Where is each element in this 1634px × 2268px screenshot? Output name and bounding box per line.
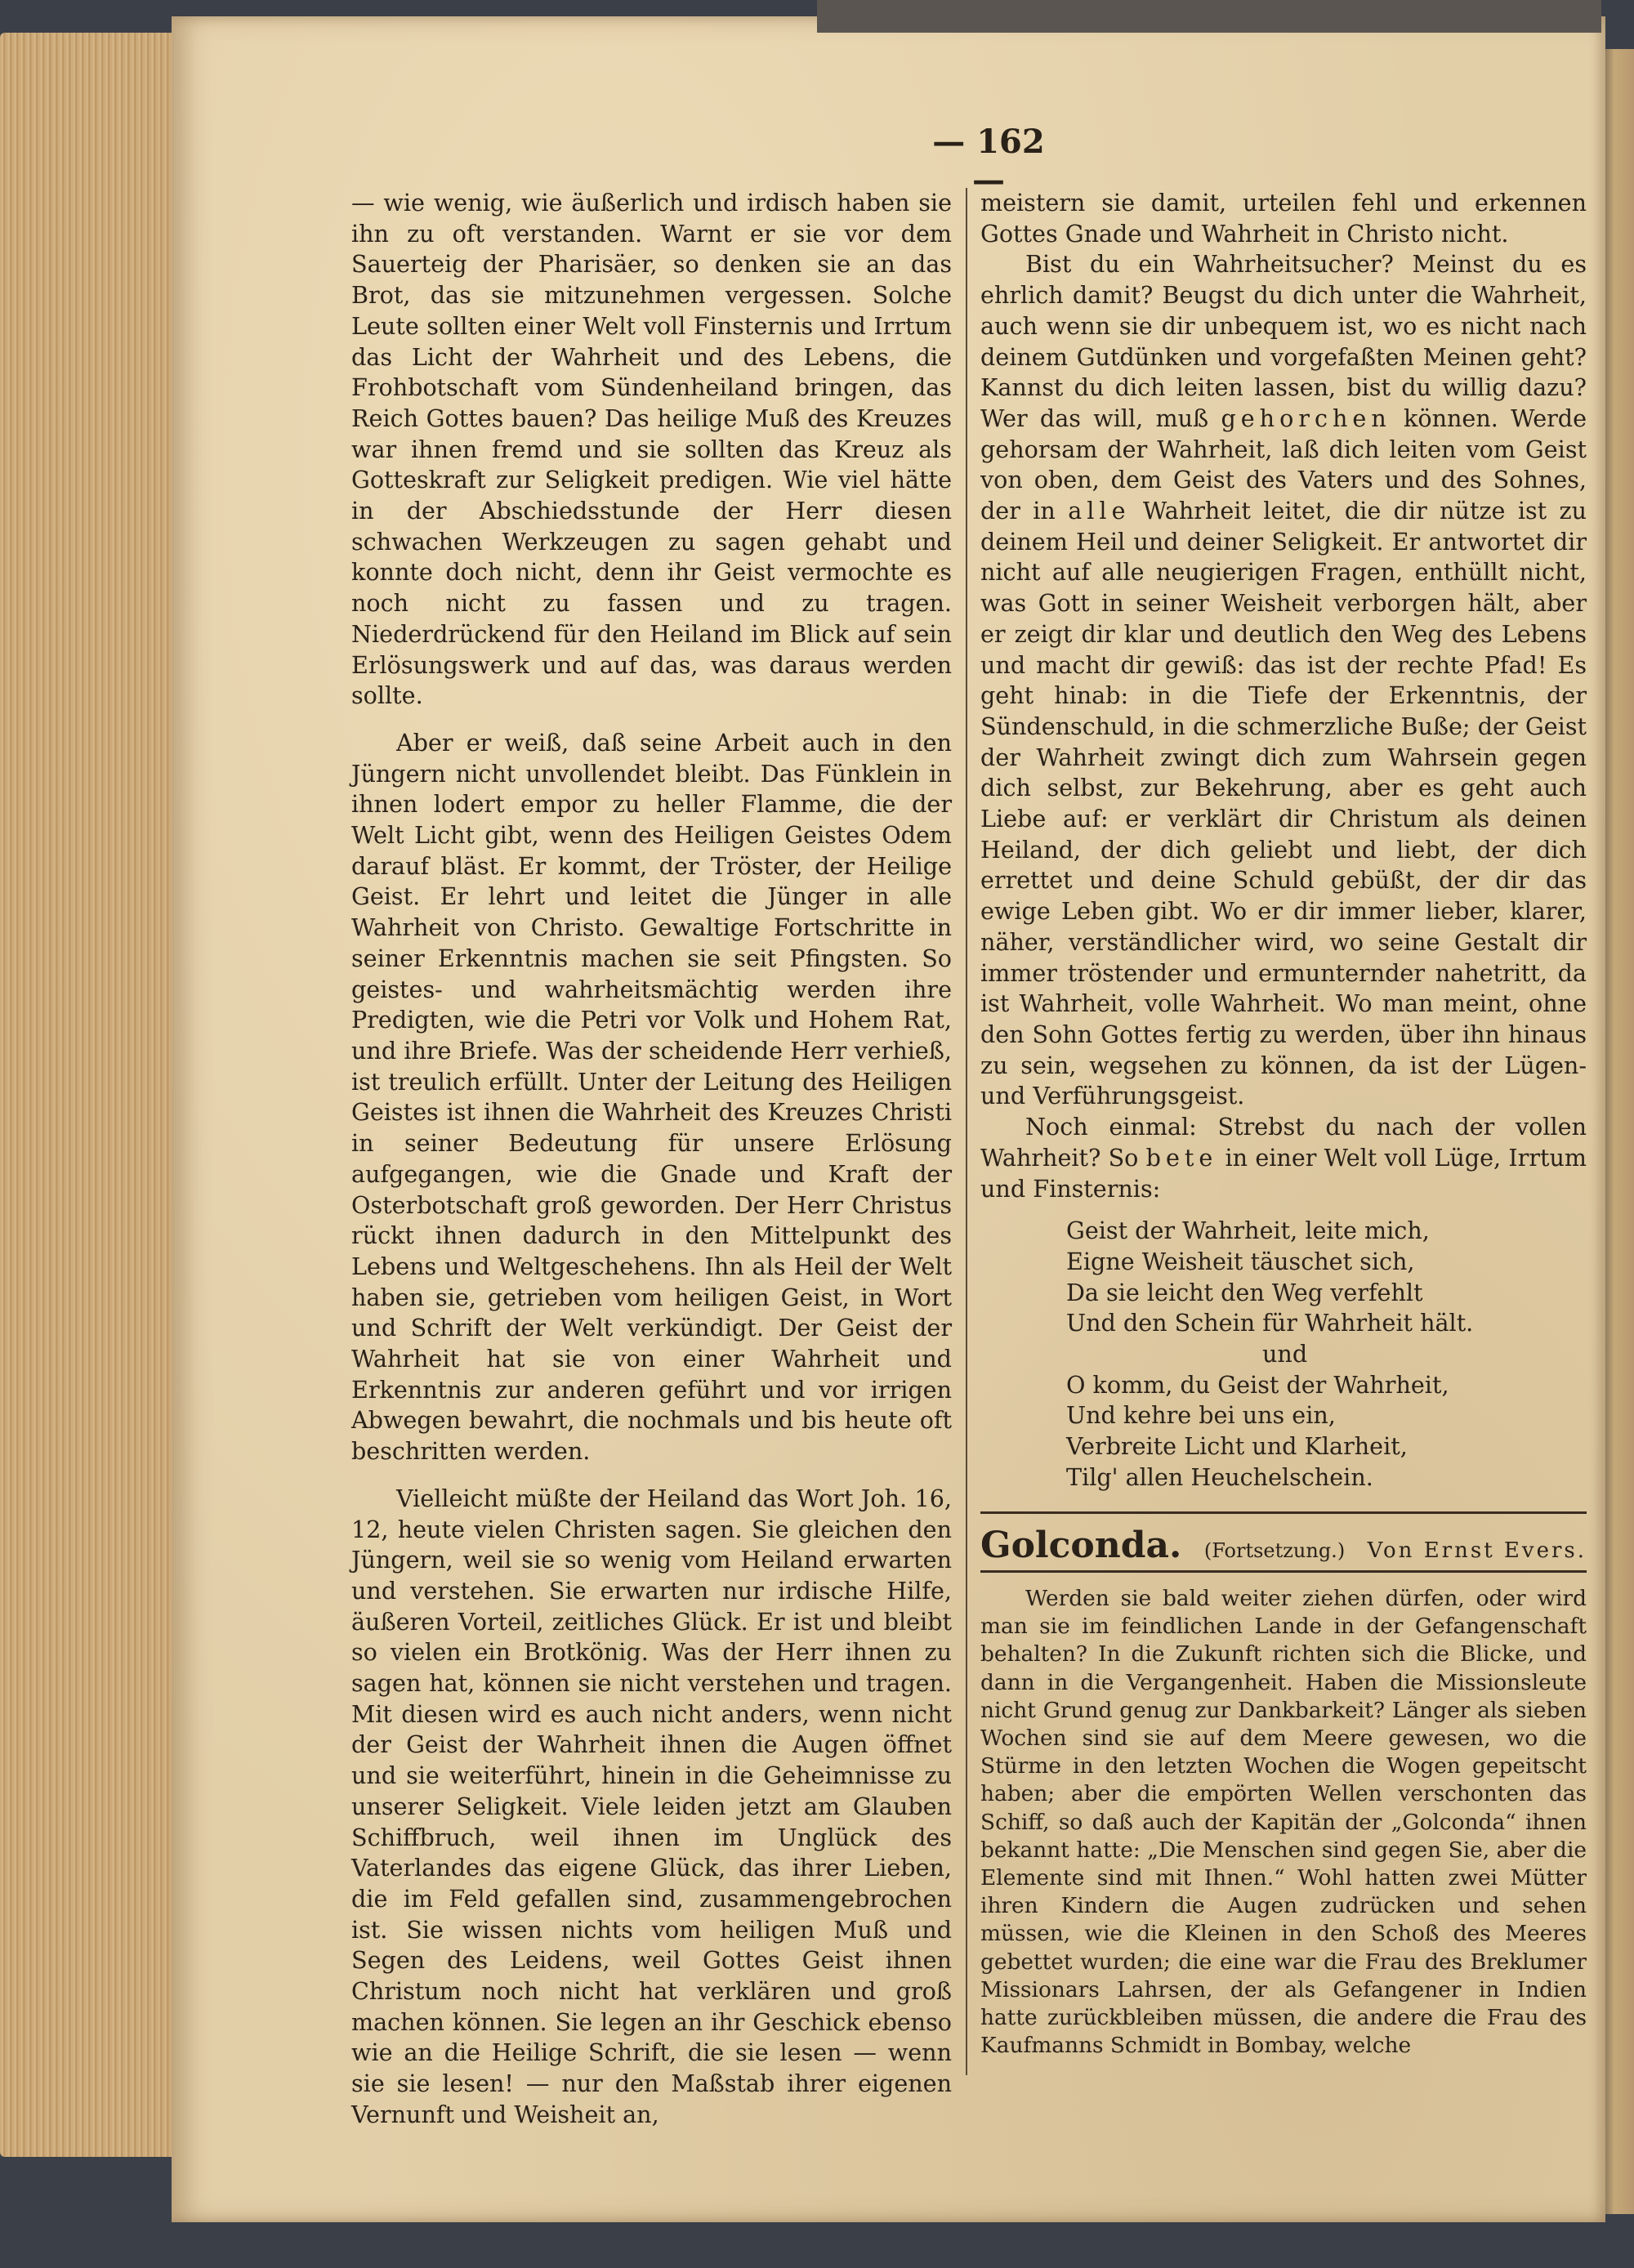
article-header <box>980 1525 1587 1566</box>
text-run: Noch einmal: Strebst du nach der vollen Wahrheit? So <box>980 1113 1587 1172</box>
article-author: Von Ernst Evers. <box>1367 1538 1587 1563</box>
paragraph: — wie wenig, wie äußerlich und irdisch haben sie ihn zu oft verstanden. Warnt er sie vor dem Sauerteig der Pharisäer, so denken sie an das Brot, das sie mitzunehmen vergessen. Solche Leute sollten einer Welt voll Finsternis und Irrtum das Licht der Wahrheit und des Lebens, die Frohbotschaft vom Sündenheiland bringen, das Reich Gottes bauen? Das heilige Muß des Kreuzes war ihnen fremd und sie sollten das Kreuz als Gotteskraft zur Seligkeit predigen. Wie viel hätte in der Abschiedsstunde der Herr diesen schwachen Werkzeugen zu sagen gehabt und konnte doch nicht, denn ihr Geist vermochte es noch nicht zu fassen und zu tragen. Niederdrückend für den Heiland im Blick auf sein Erlösungswerk und auf das, was daraus werden sollte. <box>351 189 952 710</box>
paragraph: meistern sie damit, urteilen fehl und erkennen Gottes Gnade und Wahrheit in Christo nicht. <box>980 189 1587 248</box>
poem-line: Und kehre bei uns ein, <box>1066 1401 1336 1430</box>
poem-line: Eigne Weisheit täuschet sich, <box>1066 1247 1415 1275</box>
text-run: Bist du ein Wahrheitsucher? Meinst du es ehrlich damit? Beugst du dich unter die Wahrheit, auch wenn sie dir unbequem ist, wo es nicht nach deinem Gutdünken und vorgefaßten Meinen geht? Kannst du dich leiten lassen, bist du willig dazu? Wer das will, muß <box>980 250 1587 432</box>
poem-line: Geist der Wahrheit, leite mich, <box>1066 1217 1430 1245</box>
page-number: — 162 — <box>932 123 1045 199</box>
book-page-stack <box>0 33 196 2157</box>
right-column <box>980 188 1587 1493</box>
left-column <box>351 188 952 2131</box>
poem <box>1066 1216 1587 1493</box>
column-divider <box>966 188 967 2075</box>
text-run: Wahrheit leitet, die dir nütze ist zu deinem Heil und deiner Seligkeit. Er antwortet dir nicht auf alle neugierigen Fragen, enthüllt nicht, was Gott in seiner Weisheit verborgen hält, aber er zeigt dir klar und deutlich den Weg des Lebens und macht dir gewiß: das ist der rechte Pfad! Es geht hinab: in die Tiefe der Erkenntnis, der Sündenschuld, in die schmerzliche Buße; der Geist der Wahrheit zwingt dich zum Wahrsein gegen dich selbst, zur Bekehrung, aber es geht auch Liebe auf: er verklärt dir Christum als deinen Heiland, der dich geliebt und liebt, der dich errettet und deine Schuld gebüßt, der dir das ewige Leben gibt. Wo er dir immer lieber, klarer, näher, verständlicher wird, wo seine Gestalt dir immer tröstender und ermunternder nahetritt, da ist Wahrheit, volle Wahrheit. Wo man meint, ohne den Sohn Gottes fertig zu werden, über ihn hinaus zu sein, wegsehen zu können, da ist der Lügen- und Verführungsgeist. <box>980 497 1587 1110</box>
article-subtitle: (Fortsetzung.) <box>1203 1539 1346 1562</box>
text-run: in einer Welt voll Lüge, Irrtum und Finsternis: <box>980 1143 1587 1203</box>
poem-line: Verbreite Licht und Klarheit, <box>1066 1432 1408 1461</box>
poem-line: Tilg' allen Heuchelschein. <box>1066 1462 1373 1491</box>
emphasis: gehorchen <box>1221 404 1391 432</box>
poem-line: Und den Schein für Wahrheit hält. <box>1066 1309 1474 1337</box>
paragraph <box>980 1112 1587 1204</box>
paragraph: Aber er weiß, daß seine Arbeit auch in den Jüngern nicht unvollendet bleibt. Das Fünklein in ihnen lodert empor zu heller Flamme, die der Welt Licht gibt, wenn des Heiligen Geistes Odem darauf bläst. Er kommt, der Tröster, der Heilige Geist. Er lehrt und leitet die Jünger in alle Wahrheit von Christo. Gewaltige Fortschritte in seiner Erkenntnis machen sie seit Pfingsten. So geistes- und wahrheitsmächtig werden ihre Predigten, wie die Petri vor Volk und Hohem Rat, und ihre Briefe. Was der scheidende Herr verhieß, ist treulich erfüllt. Unter der Leitung des Heiligen Geistes ist ihnen die Wahrheit des Kreuzes Christi in seiner Bedeutung für unsere Erlösung aufgegangen, wie die Gnade und Kraft der Osterbotschaft groß geworden. Der Herr Christus rückt ihnen dadurch in den Mittelpunkt des Lebens und Weltgeschehens. Ihn als Heil der Welt haben sie, getrieben vom heiligen Geist, in Wort und Schrift der Welt verkündigt. Der Geist der Wahrheit hat sie von einer Wahrheit und Erkenntnis zur anderen geführt und vor irrigen Abwegen bewahrt, die nochmals und bis heute oft beschritten werden. <box>351 728 952 1466</box>
article-title: Golconda. <box>980 1525 1182 1566</box>
article-body <box>980 1585 1587 2060</box>
text-run: können. Werde gehorsam der Wahrheit, laß dich leiten vom Geist von oben, dem Geist des Vaters und des Sohnes, der in <box>980 404 1587 525</box>
poem-line: Da sie leicht den Weg verfehlt <box>1066 1278 1423 1306</box>
emphasis: bete <box>1145 1143 1218 1172</box>
article-top-rule <box>980 1511 1587 1514</box>
article-header-rule <box>980 1570 1587 1573</box>
poem-connector: und <box>1262 1340 1308 1368</box>
paragraph: Werden sie bald weiter ziehen dürfen, oder wird man sie im feindlichen Lande in der Gefangenschaft behalten? In die Zukunft richten sich die Blicke, und dann in die Vergangenheit. Haben die Missionsleute nicht Grund genug zur Dankbarkeit? Länger als sieben Wochen sind sie auf dem Meere gewesen, wo die Stürme in den letzten Wochen die Wogen gepeitscht haben; aber die empörten Wellen verschonten das Schiff, so daß auch der Kapitän der „Golconda“ ihnen bekannt hatte: „Die Menschen sind gegen Sie, aber die Elemente sind mit Ihnen.“ Wohl hatten zwei Mütter ihren Kindern die Augen zudrücken und sehen müssen, wie die Kleinen in den Schoß des Meeres gebettet wurden; die eine war die Frau des Breklumer Missionars Lahrsen, der als Gefangener in Indien hatte zurückbleiben müssen, die andere die Frau des Kaufmanns Schmidt in Bombay, welche <box>980 1586 1587 2059</box>
emphasis: alle <box>1068 497 1131 525</box>
paragraph <box>980 249 1587 1112</box>
facing-page-edge <box>1601 49 1634 2214</box>
paragraph: Vielleicht müßte der Heiland das Wort Joh. 16, 12, heute vielen Christen sagen. Sie gleichen den Jüngern, weil sie so wenig vom Heiland erwarten und verstehen. Sie erwarten nur irdische Hilfe, äußeren Vorteil, zeitliches Glück. Er ist und bleibt so vielen ein Brotkönig. Was der Herr ihnen zu sagen hat, können sie nicht verstehen und tragen. Mit diesen wird es auch nicht anders, wenn nicht der Geist der Wahrheit ihnen die Augen öffnet und sie weiterführt, hinein in die Geheimnisse zu unserer Seligkeit. Viele leiden jetzt am Glauben Schiffbruch, weil ihnen im Unglück des Vaterlandes das eigene Glück, das ihrer Lieben, die im Feld gefallen sind, zusammengebrochen ist. Sie wissen nichts vom heiligen Muß und Segen des Leidens, weil Gottes Geist ihnen Christum noch nicht hat verklären und groß machen können. Sie legen an ihr Geschick ebenso wie an die Heilige Schrift, die sie lesen — wenn sie sie lesen! — nur den Maßstab ihrer eigenen Vernunft und Weisheit an, <box>351 1484 952 2128</box>
poem-line: O komm, du Geist der Wahrheit, <box>1066 1370 1449 1399</box>
torn-page-corner <box>817 0 1601 33</box>
